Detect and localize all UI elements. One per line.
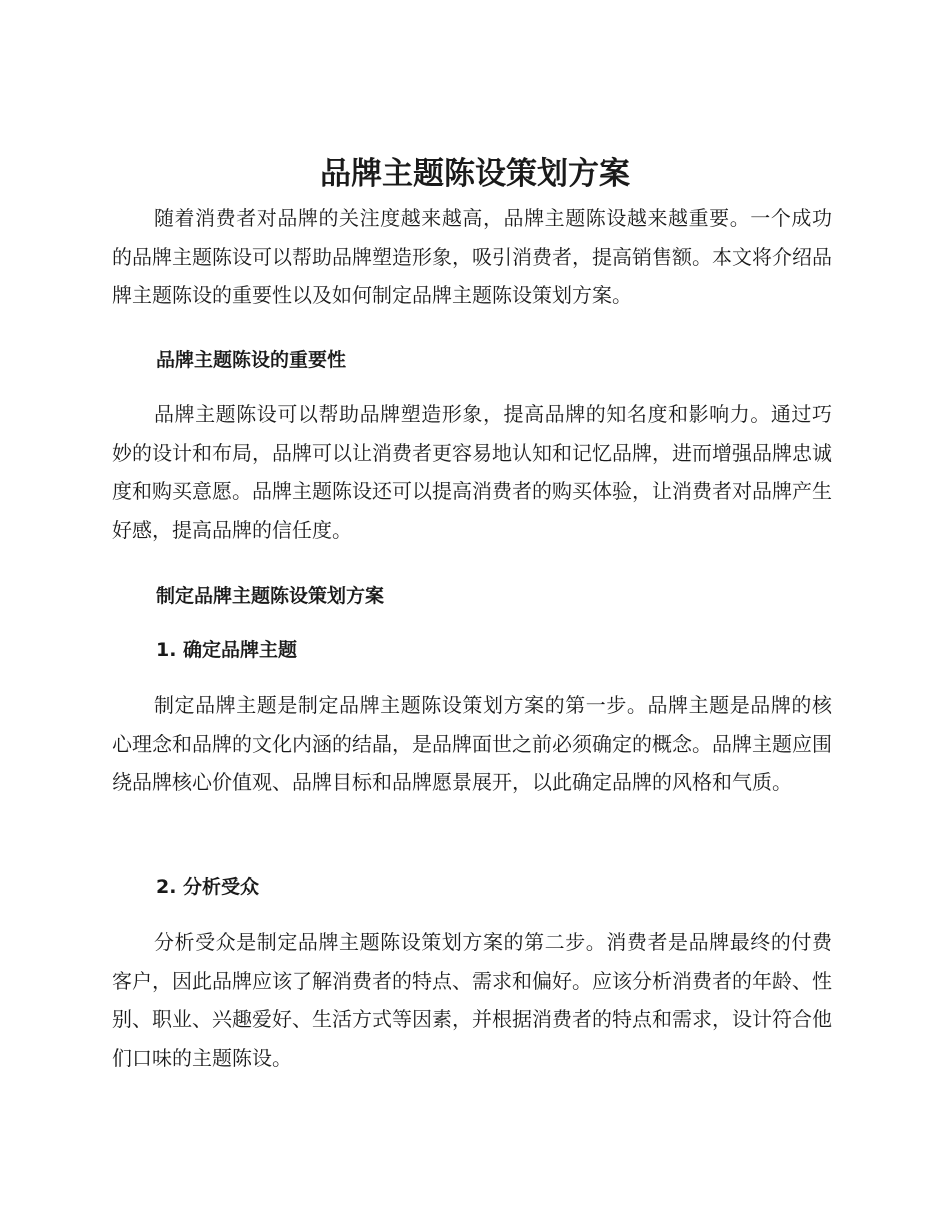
subsection-heading-theme: 1. 确定品牌主题: [156, 639, 298, 661]
page-title: 品牌主题陈设策划方案: [320, 156, 630, 192]
subsection-heading-audience: 2. 分析受众: [156, 876, 260, 898]
intro-paragraph: 随着消费者对品牌的关注度越来越高，品牌主题陈设越来越重要。一个成功的品牌主题陈设可以帮助品牌塑造形象，吸引消费者，提高销售额。本文将介绍品牌主题陈设的重要性以及如何制定品牌主题陈设策划方案。: [112, 206, 832, 307]
section-heading-plan: 制定品牌主题陈设策划方案: [156, 585, 385, 607]
section-body-importance: 品牌主题陈设可以帮助品牌塑造形象，提高品牌的知名度和影响力。通过巧妙的设计和布局，品牌可以让消费者更容易地认知和记忆品牌，进而增强品牌忠诚度和购买意愿。品牌主题陈设还可以提高消费者的购买体验，让消费者对品牌产生好感，提高品牌的信任度。: [112, 402, 832, 542]
subsection-body-theme: 制定品牌主题是制定品牌主题陈设策划方案的第一步。品牌主题是品牌的核心理念和品牌的文化内涵的结晶，是品牌面世之前必须确定的概念。品牌主题应围绕品牌核心价值观、品牌目标和品牌愿景展开，以此确定品牌的风格和气质。: [112, 693, 832, 794]
subsection-body-audience: 分析受众是制定品牌主题陈设策划方案的第二步。消费者是品牌最终的付费客户，因此品牌应该了解消费者的特点、需求和偏好。应该分析消费者的年龄、性别、职业、兴趣爱好、生活方式等因素，并根据消费者的特点和需求，设计符合他们口味的主题陈设。: [112, 930, 832, 1070]
section-heading-importance: 品牌主题陈设的重要性: [156, 349, 347, 371]
